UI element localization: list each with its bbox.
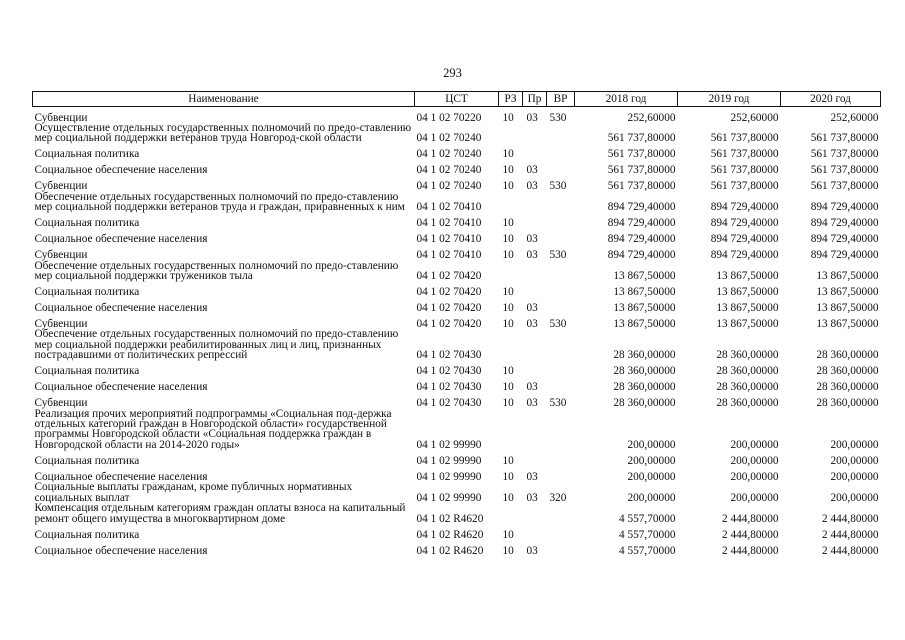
cell-2020: 13 867,50000 (816, 286, 879, 299)
cell-vr (547, 409, 575, 451)
cell-vr: 530 (549, 318, 567, 331)
cell-rz: 10 (502, 249, 514, 262)
cell-2019: 2 444,80000 (722, 528, 779, 541)
cell-rz (499, 261, 523, 282)
cell-2020: 2 444,80000 (822, 528, 879, 541)
table-row (33, 466, 881, 482)
cell-2019: 28 360,00000 (716, 397, 779, 410)
cell-2019: 200,00000 (730, 491, 779, 504)
cell-code: 04 1 02 70430 (416, 365, 482, 378)
table-row (33, 245, 881, 261)
cell-2018: 561 737,80000 (607, 180, 676, 193)
cell-name: Осуществление отдельных государственных полномочий по предо-ставлению мер социальной поддержки ветеранов труда Новгород-ской области (34, 122, 412, 145)
cell-name: Обеспечение отдельных государственных полномочий по предо-ставлению мер социальной поддержки тружеников тыла (34, 259, 399, 283)
table-row (33, 524, 881, 540)
cell-code: 04 1 02 70430 (416, 349, 482, 362)
cell-2020: 28 360,00000 (816, 349, 879, 362)
cell-pr (523, 123, 547, 144)
cell-code: 04 1 02 70410 (416, 233, 482, 246)
cell-rz: 10 (502, 233, 514, 246)
cell-2018: 28 360,00000 (613, 381, 676, 394)
table-row (33, 409, 881, 451)
cell-2019: 894 729,40000 (710, 201, 779, 214)
cell-code: 04 1 02 R4620 (416, 528, 484, 541)
header-pr: Пр (523, 92, 547, 107)
cell-2020: 200,00000 (830, 470, 879, 483)
cell-code: 04 1 02 70240 (416, 164, 482, 177)
cell-code: 04 1 02 99990 (416, 470, 482, 483)
cell-2019: 561 737,80000 (710, 164, 779, 177)
budget-table (32, 91, 881, 556)
cell-rz: 10 (502, 217, 514, 230)
cell-2018: 894 729,40000 (607, 233, 676, 246)
header-rz: РЗ (499, 92, 523, 107)
cell-2020: 894 729,40000 (810, 233, 879, 246)
cell-vr: 530 (549, 397, 567, 410)
cell-2018: 28 360,00000 (613, 397, 676, 410)
cell-2019: 28 360,00000 (716, 381, 779, 394)
cell-pr (523, 192, 547, 213)
cell-rz: 10 (502, 528, 514, 541)
cell-vr (547, 503, 575, 524)
cell-code: 04 1 02 70420 (416, 318, 482, 331)
cell-rz: 10 (502, 180, 514, 193)
table-row (33, 229, 881, 245)
cell-pr: 03 (526, 397, 538, 410)
cell-name: Обеспечение отдельных государственных полномочий по предо-ставлению мер социальной поддержки ветеранов труда и граждан, приравненных к ним (34, 190, 405, 214)
cell-pr: 03 (526, 180, 538, 193)
cell-name: Субвенции (34, 111, 88, 124)
cell-vr (547, 192, 575, 213)
table-row (33, 329, 881, 360)
cell-name: Субвенции (34, 397, 88, 410)
cell-2018: 4 557,70000 (619, 544, 676, 557)
cell-code: 04 1 02 70410 (416, 249, 482, 262)
cell-rz: 10 (502, 365, 514, 378)
cell-name: Компенсация отдельным категориям граждан оплаты взноса на капитальный ремонт общего имущества в многоквартирном доме (34, 502, 406, 525)
cell-2019: 252,60000 (730, 111, 779, 124)
table-row (33, 482, 881, 503)
cell-2020: 894 729,40000 (810, 217, 879, 230)
cell-vr: 320 (549, 491, 567, 504)
cell-2020: 252,60000 (830, 111, 879, 124)
cell-vr (547, 377, 575, 393)
cell-pr: 03 (526, 111, 538, 124)
cell-2020: 13 867,50000 (816, 318, 879, 331)
cell-2018: 28 360,00000 (613, 365, 676, 378)
table-row (33, 361, 881, 377)
table-row (33, 160, 881, 176)
cell-vr (547, 160, 575, 176)
cell-2019: 894 729,40000 (710, 249, 779, 262)
cell-rz: 10 (502, 381, 514, 394)
cell-pr: 03 (526, 164, 538, 177)
cell-pr: 03 (526, 302, 538, 315)
cell-code: 04 1 02 70420 (416, 286, 482, 299)
header-name: Наименование (33, 92, 415, 107)
cell-pr (523, 329, 547, 360)
cell-vr (547, 123, 575, 144)
cell-name: Социальное обеспечение населения (34, 302, 208, 315)
cell-vr (547, 144, 575, 160)
cell-code: 04 1 02 99990 (416, 454, 482, 467)
cell-2018: 13 867,50000 (613, 302, 676, 315)
cell-2018: 200,00000 (627, 470, 676, 483)
cell-2019: 2 444,80000 (722, 512, 779, 525)
cell-2018: 13 867,50000 (613, 270, 676, 283)
cell-vr (547, 466, 575, 482)
cell-name: Социальное обеспечение населения (34, 381, 208, 394)
cell-vr (547, 213, 575, 229)
cell-2019: 894 729,40000 (710, 233, 779, 246)
cell-vr: 530 (549, 180, 567, 193)
cell-pr (523, 144, 547, 160)
cell-2019: 2 444,80000 (722, 544, 779, 557)
cell-pr (523, 213, 547, 229)
cell-2020: 561 737,80000 (810, 148, 879, 161)
cell-2018: 894 729,40000 (607, 249, 676, 262)
cell-pr: 03 (526, 491, 538, 504)
cell-pr (523, 524, 547, 540)
table-row (33, 313, 881, 329)
cell-2018: 4 557,70000 (619, 512, 676, 525)
cell-rz (499, 192, 523, 213)
cell-name: Социальное обеспечение населения (34, 544, 208, 557)
cell-2020: 894 729,40000 (810, 201, 879, 214)
cell-rz (499, 329, 523, 360)
cell-rz: 10 (502, 111, 514, 124)
cell-pr: 03 (526, 249, 538, 262)
cell-rz: 10 (502, 470, 514, 483)
cell-2020: 2 444,80000 (822, 544, 879, 557)
cell-pr: 03 (526, 381, 538, 394)
cell-2018: 4 557,70000 (619, 528, 676, 541)
cell-2019: 200,00000 (730, 454, 779, 467)
header-2018: 2018 год (575, 92, 678, 107)
table-row (33, 261, 881, 282)
table-body (33, 107, 881, 556)
cell-rz (499, 503, 523, 524)
cell-2020: 200,00000 (830, 438, 879, 451)
cell-rz: 10 (502, 544, 514, 557)
table-row (33, 377, 881, 393)
cell-pr (523, 503, 547, 524)
cell-code: 04 1 02 70240 (416, 148, 482, 161)
cell-2019: 13 867,50000 (716, 318, 779, 331)
cell-pr (523, 361, 547, 377)
cell-vr (547, 361, 575, 377)
cell-code: 04 1 02 99990 (416, 438, 482, 451)
cell-code: 04 1 02 70420 (416, 302, 482, 315)
cell-rz: 10 (502, 302, 514, 315)
cell-name: Социальная политика (34, 148, 140, 161)
cell-name: Обеспечение отдельных государственных полномочий по предо-ставлению мер социальной поддержки реабилитированных лиц и лиц, признанных пострадавшими от политических репрессий (34, 328, 399, 362)
cell-code: 04 1 02 70240 (416, 132, 482, 145)
cell-name: Реализация прочих мероприятий подпрограммы «Социальная под-держка отдельных категорий граждан в Новгородской области» государственной программы Новгородской области «Социальная поддержка граждан в Новгородской области на 2014-2020 годы» (34, 407, 392, 451)
cell-name: Социальное обеспечение населения (34, 470, 208, 483)
cell-name: Социальная политика (34, 365, 140, 378)
header-vr: ВР (547, 92, 575, 107)
cell-vr: 530 (549, 111, 567, 124)
cell-code: 04 1 02 R4620 (416, 512, 484, 525)
cell-2018: 561 737,80000 (607, 132, 676, 145)
table-row (33, 144, 881, 160)
cell-2019: 200,00000 (730, 470, 779, 483)
cell-rz: 10 (502, 164, 514, 177)
cell-2018: 200,00000 (627, 438, 676, 451)
cell-2018: 13 867,50000 (613, 318, 676, 331)
table-row (33, 503, 881, 524)
cell-code: 04 1 02 70410 (416, 217, 482, 230)
cell-name: Социальная политика (34, 286, 140, 299)
cell-2020: 28 360,00000 (816, 381, 879, 394)
cell-vr (547, 229, 575, 245)
table-row (33, 176, 881, 192)
table-row (33, 281, 881, 297)
cell-vr (547, 329, 575, 360)
cell-2020: 200,00000 (830, 454, 879, 467)
cell-code: 04 1 02 70430 (416, 381, 482, 394)
cell-2020: 28 360,00000 (816, 365, 879, 378)
cell-code: 04 1 02 R4620 (416, 544, 484, 557)
cell-code: 04 1 02 70240 (416, 180, 482, 193)
table-row (33, 192, 881, 213)
cell-2018: 561 737,80000 (607, 148, 676, 161)
cell-rz: 10 (502, 148, 514, 161)
cell-vr (547, 540, 575, 556)
cell-2020: 13 867,50000 (816, 270, 879, 283)
cell-2019: 561 737,80000 (710, 180, 779, 193)
cell-rz (499, 409, 523, 451)
cell-2019: 28 360,00000 (716, 349, 779, 362)
cell-2018: 561 737,80000 (607, 164, 676, 177)
cell-2020: 200,00000 (830, 491, 879, 504)
cell-rz: 10 (502, 454, 514, 467)
cell-2019: 561 737,80000 (710, 132, 779, 145)
table-row (33, 297, 881, 313)
cell-code: 04 1 02 70410 (416, 201, 482, 214)
cell-name: Социальная политика (34, 454, 140, 467)
header-code: ЦСТ (415, 92, 499, 107)
table-row (33, 107, 881, 124)
cell-pr: 03 (526, 470, 538, 483)
header-row (33, 92, 881, 107)
cell-name: Субвенции (34, 318, 88, 331)
cell-2018: 28 360,00000 (613, 349, 676, 362)
cell-pr (523, 281, 547, 297)
cell-2019: 200,00000 (730, 438, 779, 451)
page-number: 293 (443, 66, 462, 80)
cell-2020: 13 867,50000 (816, 302, 879, 315)
cell-2019: 13 867,50000 (716, 270, 779, 283)
cell-rz: 10 (502, 286, 514, 299)
cell-rz: 10 (502, 397, 514, 410)
cell-vr (547, 450, 575, 466)
cell-2019: 561 737,80000 (710, 148, 779, 161)
cell-2020: 561 737,80000 (810, 180, 879, 193)
cell-name: Социальная политика (34, 217, 140, 230)
cell-vr (547, 281, 575, 297)
cell-name: Социальное обеспечение населения (34, 233, 208, 246)
cell-vr (547, 524, 575, 540)
table-row (33, 393, 881, 409)
cell-2019: 894 729,40000 (710, 217, 779, 230)
cell-code: 04 1 02 70430 (416, 397, 482, 410)
cell-code: 04 1 02 99990 (416, 491, 482, 504)
cell-2020: 561 737,80000 (810, 132, 879, 145)
header-2020: 2020 год (781, 92, 881, 107)
cell-2019: 28 360,00000 (716, 365, 779, 378)
cell-2020: 28 360,00000 (816, 397, 879, 410)
cell-2018: 252,60000 (627, 111, 676, 124)
cell-2019: 13 867,50000 (716, 286, 779, 299)
header-2019: 2019 год (678, 92, 781, 107)
cell-pr: 03 (526, 233, 538, 246)
table-row (33, 540, 881, 556)
cell-vr: 530 (549, 249, 567, 262)
cell-pr (523, 450, 547, 466)
cell-name: Социальная политика (34, 528, 140, 541)
table-row (33, 123, 881, 144)
cell-2020: 2 444,80000 (822, 512, 879, 525)
cell-rz (499, 123, 523, 144)
cell-vr (547, 261, 575, 282)
table-row (33, 450, 881, 466)
cell-code: 04 1 02 70220 (416, 111, 482, 124)
cell-name: Социальные выплаты гражданам, кроме публичных нормативных социальных выплат (34, 481, 353, 504)
cell-vr (547, 297, 575, 313)
cell-name: Социальное обеспечение населения (34, 164, 208, 177)
cell-pr: 03 (526, 318, 538, 331)
cell-2018: 200,00000 (627, 454, 676, 467)
cell-2020: 561 737,80000 (810, 164, 879, 177)
cell-2019: 13 867,50000 (716, 302, 779, 315)
cell-rz: 10 (502, 318, 514, 331)
cell-2018: 13 867,50000 (613, 286, 676, 299)
table-row (33, 213, 881, 229)
cell-2020: 894 729,40000 (810, 249, 879, 262)
cell-pr: 03 (526, 544, 538, 557)
cell-2018: 200,00000 (627, 491, 676, 504)
cell-2018: 894 729,40000 (607, 217, 676, 230)
cell-pr (523, 409, 547, 451)
cell-pr (523, 261, 547, 282)
cell-rz: 10 (502, 491, 514, 504)
cell-name: Субвенции (34, 249, 88, 262)
cell-name: Субвенции (34, 180, 88, 193)
cell-code: 04 1 02 70420 (416, 270, 482, 283)
cell-2018: 894 729,40000 (607, 201, 676, 214)
